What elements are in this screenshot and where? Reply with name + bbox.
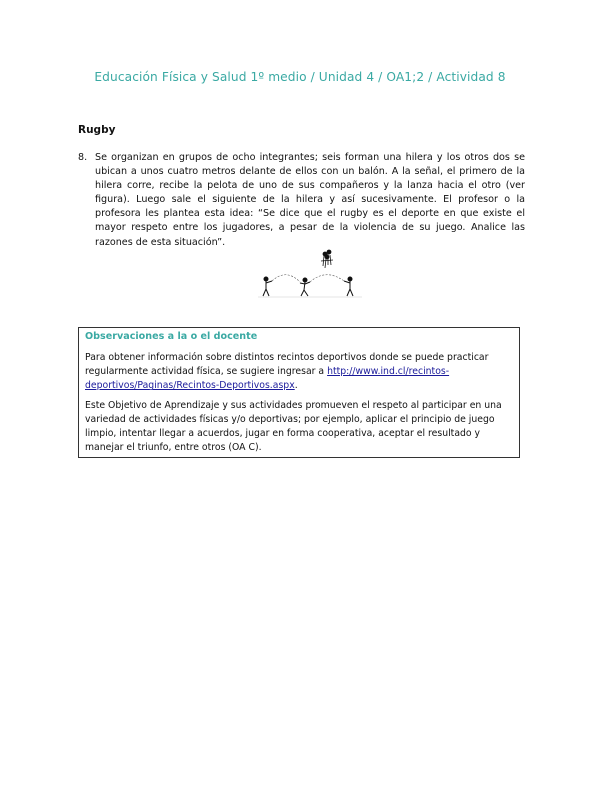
activity-text: Se organizan en grupos de ocho integrantes; seis forman una hilera y los otros dos se ubican a unos cuatro metros delante de ellos con un balón. A la señal, el primero de la hilera corre, recibe la pelota de uno de sus compañeros y la lanza hacia el otro (ver figura). Luego sale el siguiente de la hilera y así sucesivamente. El profesor o la profesora les plantea esta idea: “Se dice que el rugby es el deporte en que existe el mayor respeto entre los jugadores, a pesar de la violencia de su juego. Analice las razones de esta situación”. xyxy=(95,152,525,248)
recintos-deportivos-link[interactable]: http://www.ind.cl/recintos-deportivos/Paginas/Recintos-Deportivos.aspx xyxy=(85,366,450,392)
rugby-drill-figure xyxy=(258,246,362,300)
middle-player xyxy=(300,278,310,296)
observations-p1-end: . xyxy=(294,380,298,392)
left-player xyxy=(263,277,272,296)
observations-paragraph-1 xyxy=(85,351,513,394)
teacher-observations-box xyxy=(78,327,520,458)
observations-title: Observaciones a la o el docente xyxy=(85,331,258,342)
section-title: Rugby xyxy=(78,124,116,136)
observations-paragraph-2: Este Objetivo de Aprendizaje y sus actividades promueven el respeto al participar en una variedad de actividades físicas y/o deportivas; por ejemplo, aplicar el principio de juego limpio, intentar llegar a acuerdos, jugar en forma cooperativa, aceptar el resultado y manejar el triunfo, entre otros (OA C). xyxy=(85,399,502,454)
activity-number: 8. xyxy=(78,152,88,163)
right-player xyxy=(344,277,353,296)
page-header-breadcrumb: Educación Física y Salud 1º medio / Unidad 4 / OA1;2 / Actividad 8 xyxy=(94,70,506,84)
pass-arc-left xyxy=(272,275,300,282)
pass-arc-right xyxy=(310,275,344,282)
activity-item xyxy=(78,151,525,250)
player-row-group xyxy=(321,250,333,268)
observations-p1-text: Para obtener información sobre distintos recintos deportivos donde se puede practicar regularmente actividad física, se sugiere ingresar a xyxy=(85,352,489,378)
